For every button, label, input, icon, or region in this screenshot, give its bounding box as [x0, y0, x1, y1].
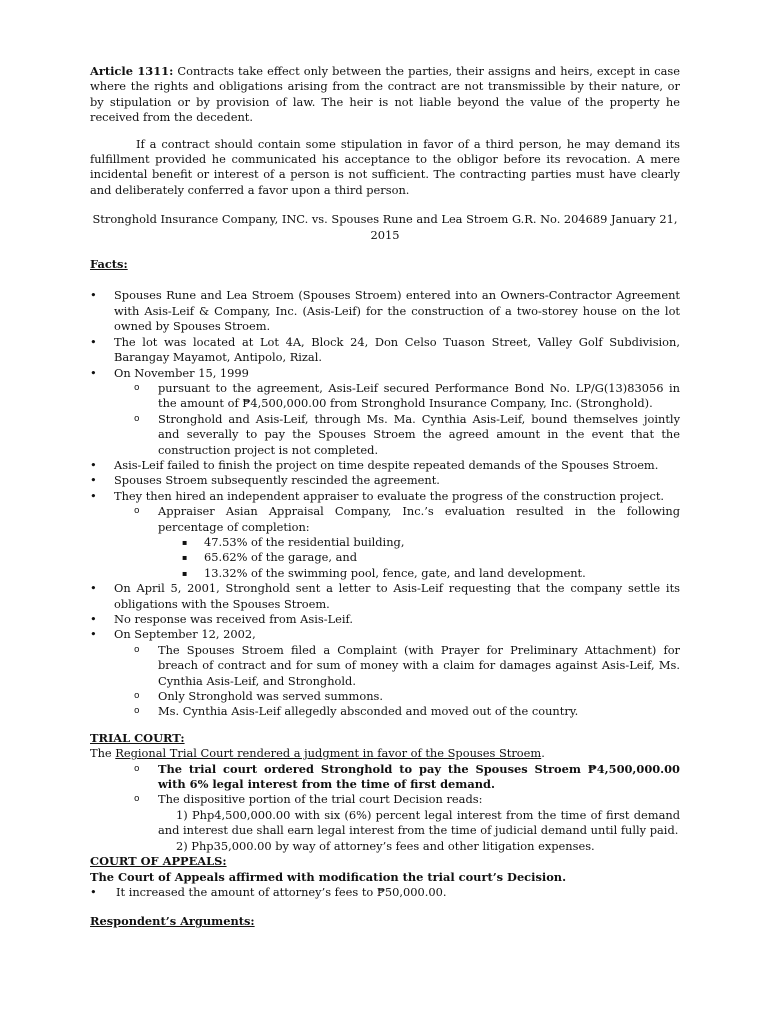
list-item: • Spouses Rune and Lea Stroem (Spouses Stroem) entered into an Owners-Contractor Agreement with Asis-Leif & Company, Inc. (Asis-Leif) for the construction of a two-storey house on the lot owned by Spouses Stroem.: [90, 288, 680, 334]
list-item: • It increased the amount of attorney’s fees to ₱50,000.00.: [90, 884, 447, 899]
sub-bullet: o: [134, 763, 140, 774]
sub-bullet: o: [134, 506, 140, 517]
bullet: •: [90, 334, 97, 349]
court-of-appeals-list: [90, 885, 680, 900]
third-person-paragraph: If a contract should contain some stipulation in favor of a third person, he may demand its fulfillment provided he communicated his acceptance to the obligor before its revocation. A mere incidental benefit or interest of a person is not sufficient. The contracting parties must have clearly and deliberately conferred a favor upon a third person.: [90, 136, 680, 197]
trial-court-judgment-text: Regional Trial Court rendered a judgment in favor of the Spouses Stroem: [115, 746, 542, 761]
trial-court-intro: The Regional Trial Court rendered a judgment in favor of the Spouses Stroem.: [90, 746, 545, 761]
bullet: •: [90, 288, 97, 303]
square-bullet: ▪: [182, 568, 188, 578]
case-title: Stronghold Insurance Company, INC. vs. Spouses Rune and Lea Stroem G.R. No. 204689 January 21, 2015: [92, 212, 678, 242]
sub-bullet: o: [134, 382, 140, 393]
list-item: • On September 12, 2002,: [90, 627, 256, 642]
bullet: •: [90, 365, 97, 380]
facts-heading: Facts:: [90, 257, 128, 272]
sub-list-item: o Only Stronghold was served summons.: [134, 689, 384, 704]
sub-sub-list-item: ▪ 47.53% of the residential building,: [182, 534, 405, 549]
dispositive-item-1: 1) Php4,500,000.00 with six (6%) percent legal interest from the time of first demand and interest due shall earn legal interest from the time of judicial demand until fully paid.: [158, 807, 680, 838]
sub-list-item: o Ms. Cynthia Asis-Leif allegedly absconded and moved out of the country.: [134, 704, 579, 719]
dispositive-item-2: 2) Php35,000.00 by way of attorney’s fees and other litigation expenses.: [176, 838, 595, 853]
bullet: •: [90, 627, 97, 642]
trial-court-list: [90, 762, 680, 808]
sub-sub-list-item: ▪ 13.32% of the swimming pool, fence, gate, and land development.: [182, 565, 586, 580]
bullet: •: [90, 884, 97, 899]
list-item: • On April 5, 2001, Stronghold sent a letter to Asis-Leif requesting that the company settle its obligations with the Spouses Stroem.: [90, 581, 680, 611]
sub-bullet: o: [134, 691, 140, 702]
article-label: Article 1311:: [90, 64, 174, 78]
article-text: Contracts take effect only between the parties, their assigns and heirs, except in case where the rights and obligations arising from the contract are not transmissible by their nature, or by stipulation or by provision of law. The heir is not liable beyond the value of the property he received from the decedent.: [90, 64, 681, 125]
sub-list-item: o pursuant to the agreement, Asis-Leif secured Performance Bond No. LP/G(13)83056 in the amount of ₱4,500,000.00 from Stronghold Insurance Company, Inc. (Stronghold).: [134, 380, 680, 411]
list-item: • No response was received from Asis-Leif.: [90, 612, 353, 626]
sub-bullet: o: [134, 413, 140, 424]
square-bullet: ▪: [182, 537, 188, 547]
bullet: •: [90, 473, 97, 488]
trial-court-heading: TRIAL COURT:: [90, 730, 185, 745]
bullet: •: [90, 488, 97, 503]
sub-bullet: o: [134, 644, 140, 655]
court-of-appeals-heading: COURT OF APPEALS:: [90, 854, 227, 869]
square-bullet: ▪: [182, 553, 188, 563]
sub-bullet: o: [134, 706, 140, 717]
sub-list-item: o Stronghold and Asis-Leif, through Ms. Ma. Cynthia Asis-Leif, bound themselves jointly and severally to pay the Spouses Stroem the agreed amount in the event that the construction project is not completed.: [134, 411, 680, 457]
sub-list-item: o The trial court ordered Stronghold to pay the Spouses Stroem ₱4,500,000.00 with 6% legal interest from the time of first demand.: [134, 761, 680, 792]
sub-list-item: o The dispositive portion of the trial court Decision reads:: [134, 792, 483, 807]
sub-sub-list-item: ▪ 65.62% of the garage, and: [182, 550, 358, 565]
respondent-arguments-heading: Respondent’s Arguments:: [90, 914, 255, 929]
bullet: •: [90, 612, 97, 626]
list-item: • The lot was located at Lot 4A, Block 24, Don Celso Tuason Street, Valley Golf Subdivision, Barangay Mayamot, Antipolo, Rizal.: [90, 334, 680, 365]
court-of-appeals-intro: The Court of Appeals affirmed with modification the trial court’s Decision.: [90, 869, 567, 884]
facts-list: [90, 288, 680, 719]
list-item: • On November 15, 1999: [90, 365, 249, 380]
bullet: •: [90, 581, 97, 596]
bullet: •: [90, 457, 97, 472]
list-item: • They then hired an independent appraiser to evaluate the progress of the construction project.: [90, 488, 665, 503]
sub-list-item: o The Spouses Stroem filed a Complaint (with Prayer for Preliminary Attachment) for breach of contract and for sum of money with a claim for damages against Asis-Leif, Ms. Cynthia Asis-Leif, and Stronghold.: [134, 642, 680, 688]
list-item: • Asis-Leif failed to finish the project on time despite repeated demands of the Spouses Stroem.: [90, 457, 659, 472]
list-item: • Spouses Stroem subsequently rescinded the agreement.: [90, 473, 440, 488]
sub-list-item: o Appraiser Asian Appraisal Company, Inc.’s evaluation resulted in the following percentage of completion:: [134, 504, 680, 534]
sub-bullet: o: [134, 794, 140, 805]
article-1311-paragraph: [90, 64, 680, 126]
